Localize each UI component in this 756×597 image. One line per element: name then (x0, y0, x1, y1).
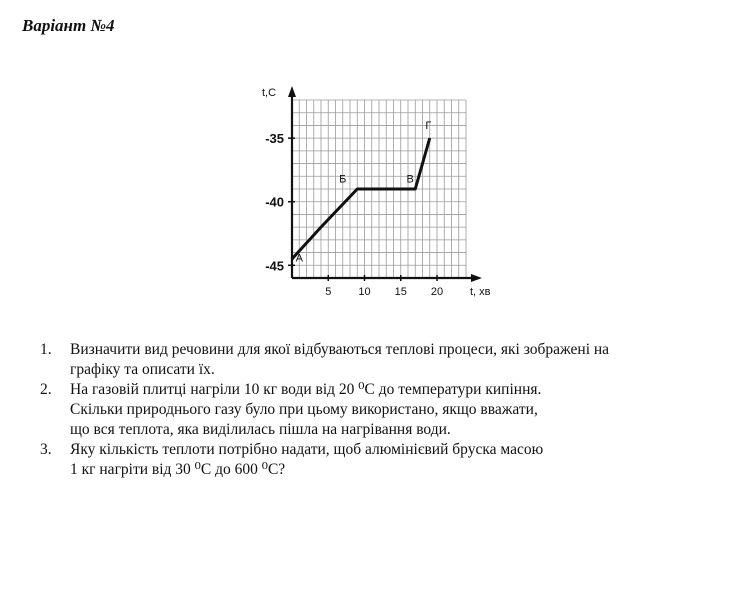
temperature-graph-svg (240, 82, 500, 310)
point-label: В (406, 173, 414, 186)
x-tick-label: 15 (394, 286, 407, 298)
task-item-2 (40, 380, 740, 440)
task-list (40, 340, 740, 480)
task-item-1 (40, 340, 740, 380)
task-line: графіку та описати їх. (70, 361, 215, 378)
y-tick-label: -35 (265, 131, 284, 147)
task-item-3 (40, 440, 740, 480)
y-tick-label: -45 (265, 258, 284, 274)
task-line: Яку кількість теплоти потрібно надати, щоб алюмінієвий бруска масою (70, 441, 544, 458)
task-text (70, 440, 740, 480)
x-axis-arrow (471, 274, 482, 282)
page-title: Варіант №4 (22, 16, 115, 35)
x-axis-label: t, хв (470, 286, 491, 298)
task-text (70, 380, 740, 440)
x-tick-label: 10 (358, 286, 371, 298)
temperature-graph (240, 82, 500, 310)
task-number: 2. (40, 381, 52, 398)
task-text (70, 340, 740, 380)
point-label: Г (425, 120, 432, 133)
point-label: Б (339, 173, 347, 186)
task-number: 1. (40, 341, 52, 358)
task-number: 3. (40, 441, 52, 458)
task-line: На газовій плитці нагріли 10 кг води від 20 ⁰С до температури кипіння. (70, 381, 542, 398)
x-tick-label: 20 (430, 286, 444, 298)
task-line: 1 кг нагріти від 30 ⁰С до 600 ⁰С? (70, 461, 286, 478)
y-axis-arrow (288, 86, 296, 97)
task-line: що вся теплота, яка виділилась пішла на нагрівання води. (70, 421, 451, 438)
task-line: Визначити вид речовини для якої відбуваються теплові процеси, які зображені на (70, 341, 610, 358)
series-line (292, 138, 430, 259)
x-tick-label: 5 (325, 286, 332, 298)
task-line: Скільки природнього газу було при цьому використано, якщо вважати, (70, 401, 538, 418)
y-axis-label: t,C (262, 87, 277, 99)
y-tick-label: -40 (265, 194, 284, 210)
point-label: А (295, 252, 303, 265)
